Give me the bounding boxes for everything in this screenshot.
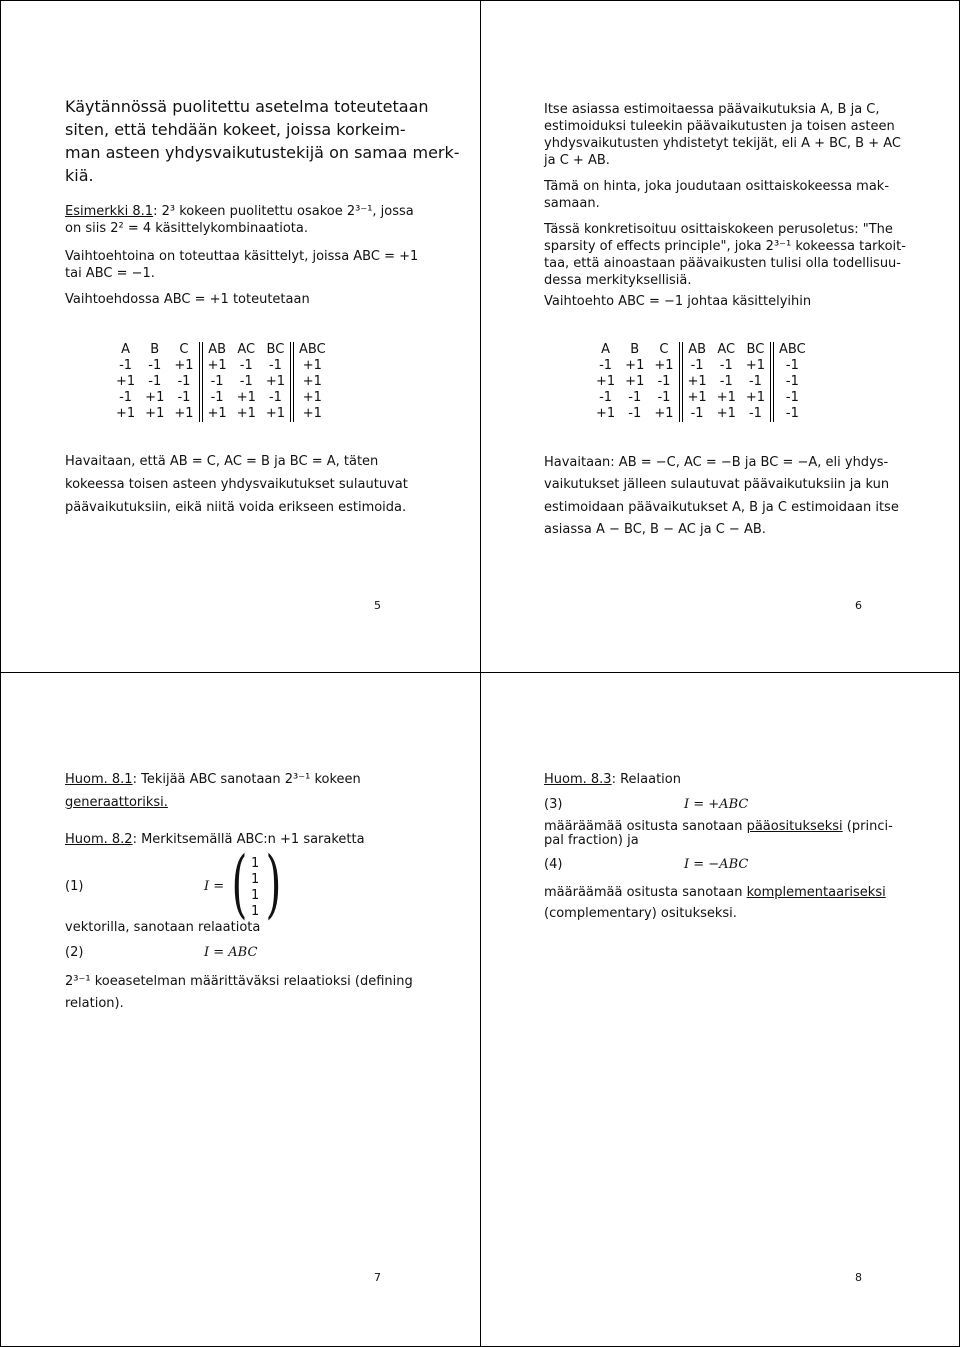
table-cell: -1 <box>239 374 253 389</box>
huom-8-2-link[interactable]: Huom. 8.2 <box>65 832 133 847</box>
table-cell: +1 <box>716 406 736 421</box>
table-cell: +1 <box>265 374 286 389</box>
table-header: B <box>150 342 160 357</box>
huom-8-1-line-1 <box>65 771 361 788</box>
table-header: BC <box>266 342 285 357</box>
page-number: 5 <box>374 599 381 612</box>
table-header: A <box>601 342 611 357</box>
table-cell: -1 <box>657 374 671 389</box>
table-cell: +1 <box>681 374 712 390</box>
vector-entry: 1 <box>251 888 260 903</box>
table-cell: +1 <box>654 406 674 421</box>
table-cell: -1 <box>772 406 811 422</box>
page-number: 8 <box>855 1271 862 1284</box>
table-row <box>111 406 331 422</box>
table-cell: -1 <box>599 358 613 373</box>
huom-8-2-text: : Merkitsemällä ABC:n +1 saraketta <box>132 832 365 847</box>
para3-line-1: Tässä konkretisoituu osittaiskokeen perusoletus: "The <box>544 222 893 237</box>
intro-line-2: siten, että tehdään kokeet, joissa korkeim- <box>65 120 406 139</box>
huom-8-3-line <box>544 771 681 788</box>
slide-8 <box>481 673 959 1346</box>
table-cell: -1 <box>628 390 642 405</box>
complement-line-2: (complementary) ositukseksi. <box>544 906 737 921</box>
table-cell: -1 <box>268 358 282 373</box>
table-cell: -1 <box>681 406 712 422</box>
table-cell: +1 <box>265 406 286 421</box>
table-cell: +1 <box>292 406 331 422</box>
principal-line-2: pal fraction) ja <box>544 833 639 848</box>
table-cell: -1 <box>628 406 642 421</box>
equation-3: I = +ABC <box>684 797 749 812</box>
table-header: AB <box>201 342 232 358</box>
vector-entry: 1 <box>251 872 260 887</box>
table-cell: +1 <box>292 374 331 390</box>
table-cell: -1 <box>681 358 712 374</box>
conclusion-line-2: vaikutukset jälleen sulautuvat päävaikutuksiin ja kun <box>544 477 890 492</box>
para3-line-2: sparsity of effects principle", joka 2³⁻¹ kokeessa tarkoit- <box>544 239 906 254</box>
conclusion-line-1: Havaitaan: AB = −C, AC = −B ja BC = −A, eli yhdys- <box>544 455 889 470</box>
table-header: AC <box>237 342 256 357</box>
table-row <box>591 390 811 406</box>
example-link[interactable]: Esimerkki 8.1 <box>65 204 154 219</box>
treatment-table-minus <box>591 342 811 422</box>
table-cell: +1 <box>681 390 712 406</box>
table-cell: +1 <box>145 390 165 405</box>
table-header: ABC <box>292 342 331 358</box>
page-number: 7 <box>374 1271 381 1284</box>
vector-entry: 1 <box>251 856 260 871</box>
principal-term: pääositukseksi <box>746 819 843 834</box>
para1-line-1: Itse asiassa estimoitaessa päävaikutuksia A, B ja C, <box>544 102 880 117</box>
slide-7 <box>1 673 480 1346</box>
table-cell: -1 <box>119 358 133 373</box>
principal-text: määräämää ositusta sanotaan <box>544 819 747 834</box>
table-cell: +1 <box>745 358 766 373</box>
table-cell: +1 <box>654 358 674 373</box>
conclusion-line-2: kokeessa toisen asteen yhdysvaikutukset sulautuvat <box>65 477 408 492</box>
para1-line-4: ja C + AB. <box>544 153 610 168</box>
table-header: AB <box>681 342 712 358</box>
vector-text: vektorilla, sanotaan relaatiota <box>65 920 261 935</box>
defining-line-1: 2³⁻¹ koeasetelman määrittäväksi relaatioksi (defining <box>65 974 413 989</box>
table-cell: -1 <box>719 374 733 389</box>
table-cell: +1 <box>292 390 331 406</box>
table-cell: +1 <box>292 358 331 374</box>
intro-line-4: kiä. <box>65 166 94 185</box>
para3-line-3: taa, että ainoastaan päävaikusten tulisi olla todellisuu- <box>544 256 901 271</box>
table-cell: +1 <box>625 374 645 389</box>
para3-line-4: dessa merkityksellisiä. <box>544 273 692 288</box>
table-cell: -1 <box>772 374 811 390</box>
table-row <box>591 358 811 374</box>
para2-line-2: samaan. <box>544 196 600 211</box>
conclusion-line-3: päävaikutuksiin, eikä niitä voida erikseen estimoida. <box>65 500 407 515</box>
slide-5 <box>1 1 480 672</box>
table-cell: -1 <box>201 374 232 390</box>
generator-term: generaattoriksi. <box>65 795 168 810</box>
equation-1-lhs: I = <box>204 879 225 894</box>
table-cell: -1 <box>177 374 191 389</box>
treatment-table-plus <box>111 342 331 422</box>
huom-8-1-text: : Tekijää ABC sanotaan 2³⁻¹ kokeen <box>132 772 361 787</box>
slide-6 <box>481 1 959 672</box>
table-cell: -1 <box>657 390 671 405</box>
table-cell: -1 <box>268 390 282 405</box>
right-paren-icon: ) <box>265 841 282 927</box>
complement-text: määräämää ositusta sanotaan <box>544 885 747 900</box>
table-cell: +1 <box>745 390 766 405</box>
example-line-1 <box>65 203 414 220</box>
conclusion-line-3: estimoidaan päävaikutukset A, B ja C estimoidaan itse <box>544 500 899 515</box>
table-cell: +1 <box>174 358 194 373</box>
equation-4: I = −ABC <box>684 857 749 872</box>
complement-term: komplementaariseksi <box>746 885 886 900</box>
table-cell: -1 <box>748 374 762 389</box>
principal-text-end: (princi- <box>842 819 893 834</box>
table-cell: +1 <box>201 406 232 422</box>
choice-text: Vaihtoehdossa ABC = +1 toteutetaan <box>65 292 310 307</box>
complement-line-1 <box>544 884 886 901</box>
table-cell: +1 <box>116 406 136 421</box>
vector-entry: 1 <box>251 904 260 919</box>
alternative-line-2: tai ABC = −1. <box>65 266 155 281</box>
example-text: : 2³ kokeen puolitettu osakoe 2³⁻¹, jossa <box>153 204 414 219</box>
para1-line-3: yhdysvaikutusten yhdistetyt tekijät, eli A + BC, B + AC <box>544 136 901 151</box>
conclusion-line-4: asiassa A − BC, B − AC ja C − AB. <box>544 522 766 537</box>
intro-line-3: man asteen yhdysvaikutustekijä on samaa merk- <box>65 143 460 162</box>
equation-3-number: (3) <box>544 797 563 812</box>
table-header: A <box>121 342 131 357</box>
table-header: C <box>659 342 669 357</box>
table-cell: +1 <box>116 374 136 389</box>
table-cell: -1 <box>599 390 613 405</box>
table-cell: -1 <box>772 390 811 406</box>
table-row <box>111 358 331 374</box>
table-cell: +1 <box>145 406 165 421</box>
table-row <box>591 406 811 422</box>
table-cell: -1 <box>177 390 191 405</box>
table-cell: +1 <box>201 358 232 374</box>
table-cell: -1 <box>119 390 133 405</box>
para2-line-1: Tämä on hinta, joka joudutaan osittaiskokeessa mak- <box>544 179 890 194</box>
table-header: ABC <box>772 342 811 358</box>
huom-8-3-link[interactable]: Huom. 8.3 <box>544 772 612 787</box>
page-number: 6 <box>855 599 862 612</box>
table-cell: -1 <box>201 390 232 406</box>
huom-8-3-text: : Relaation <box>611 772 681 787</box>
table-cell: +1 <box>625 358 645 373</box>
choice-text: Vaihtoehto ABC = −1 johtaa käsittelyihin <box>544 294 812 309</box>
table-cell: +1 <box>596 374 616 389</box>
intro-line-1: Käytännössä puolitettu asetelma toteutetaan <box>65 97 429 116</box>
equation-1-number: (1) <box>65 879 84 894</box>
table-header-row <box>111 342 331 358</box>
huom-8-2-line <box>65 831 365 848</box>
table-cell: -1 <box>748 406 762 421</box>
table-cell: +1 <box>174 406 194 421</box>
table-cell: +1 <box>236 406 256 421</box>
table-row <box>111 390 331 406</box>
para1-line-2: estimoiduksi tuleekin päävaikutusten ja toisen asteen <box>544 119 895 134</box>
table-cell: -1 <box>772 358 811 374</box>
left-paren-icon: ( <box>231 841 248 927</box>
table-header-row <box>591 342 811 358</box>
alternative-line-1: Vaihtoehtoina on toteuttaa käsittelyt, joissa ABC = +1 <box>65 249 419 264</box>
table-cell: +1 <box>716 390 736 405</box>
example-line-2: on siis 2² = 4 käsittelykombinaatiota. <box>65 221 308 236</box>
table-header: B <box>630 342 640 357</box>
equation-4-number: (4) <box>544 857 563 872</box>
table-header: C <box>179 342 189 357</box>
conclusion-line-1: Havaitaan, että AB = C, AC = B ja BC = A, täten <box>65 454 379 469</box>
table-header: AC <box>717 342 736 357</box>
table-row <box>591 374 811 390</box>
huom-8-1-link[interactable]: Huom. 8.1 <box>65 772 133 787</box>
table-cell: -1 <box>148 374 162 389</box>
table-cell: -1 <box>719 358 733 373</box>
equation-2: I = ABC <box>204 945 258 960</box>
table-cell: -1 <box>239 358 253 373</box>
table-header: BC <box>746 342 765 357</box>
defining-line-2: relation). <box>65 996 124 1011</box>
table-cell: +1 <box>596 406 616 421</box>
table-row <box>111 374 331 390</box>
equation-2-number: (2) <box>65 945 84 960</box>
table-cell: -1 <box>148 358 162 373</box>
table-cell: +1 <box>236 390 256 405</box>
